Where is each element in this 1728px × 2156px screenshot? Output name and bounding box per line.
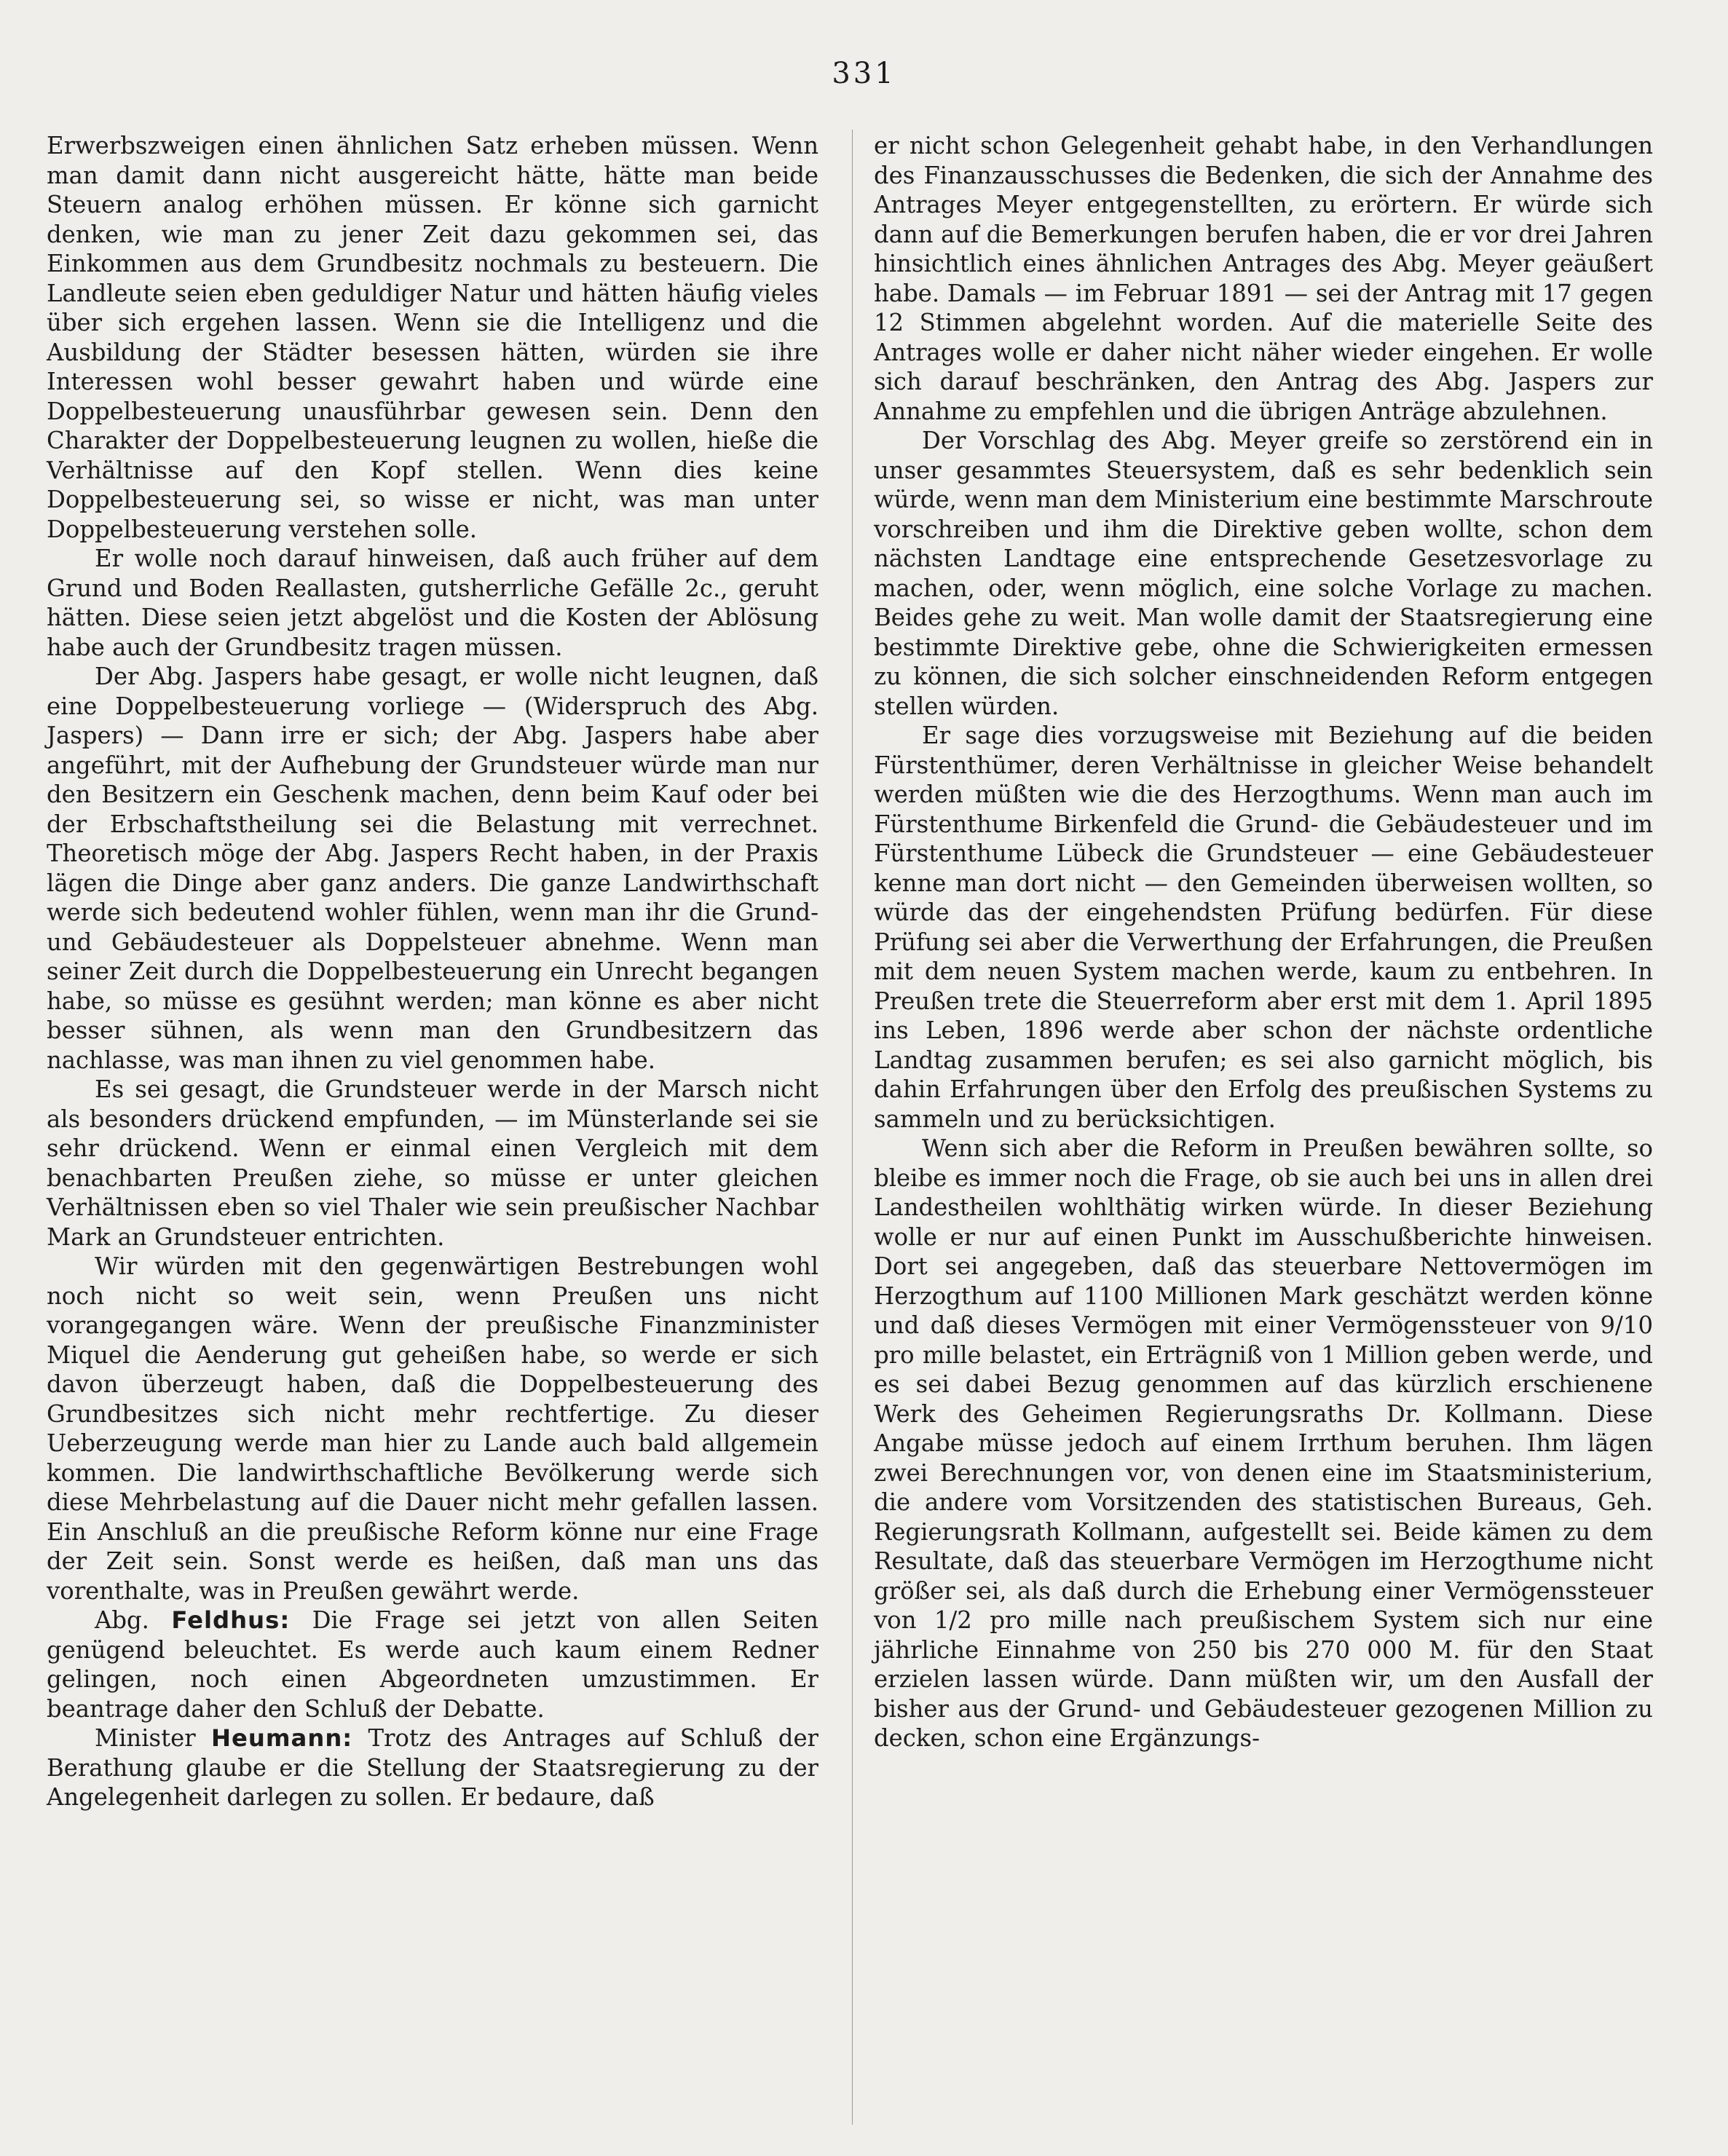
right-column xyxy=(874,131,1653,1753)
paragraph: er nicht schon Gelegenheit gehabt habe, in den Verhandlungen des Finanzausschusses die Bedenken, die sich der Annahme des Antrages Meyer entgegenstellten, zu erörtern. Er würde sich dann auf die Bemerkungen berufen haben, die er vor drei Jahren hinsichtlich eines ähnlichen Antrages des Abg. Meyer geäußert habe. Damals — im Februar 1891 — sei der Antrag mit 17 gegen 12 Stimmen abgelehnt worden. Auf die materielle Seite des Antrages wolle er daher nicht näher wieder eingehen. Er wolle sich darauf beschränken, den Antrag des Abg. Jaspers zur Annahme zu empfehlen und die übrigen Anträge abzulehnen. xyxy=(874,132,1653,425)
speaker-prefix: Minister xyxy=(95,1724,211,1752)
speaker-name: Heumann: xyxy=(210,1724,353,1752)
paragraph: Erwerbszweigen einen ähnlichen Satz erheben müssen. Wenn man damit dann nicht ausgereicht hätte, hätte man beide Steuern analog erhöhen müssen. Er könne sich garnicht denken, wie man zu jener Zeit dazu gekommen sei, das Einkommen aus dem Grundbesitz nochmals zu besteuern. Die Landleute seien eben geduldiger Natur und hätten häufig vieles über sich ergehen lassen. Wenn sie die Intelligenz und die Ausbildung der Städter besessen hätten, würden sie ihre Interessen wohl besser gewahrt haben und würde eine Doppelbesteuerung unausführbar gewesen sein. Denn den Charakter der Doppelbesteuerung leugnen zu wollen, hieße die Verhältnisse auf den Kopf stellen. Wenn dies keine Doppelbesteuerung sei, so wisse er nicht, was man unter Doppelbesteuerung verstehen solle. xyxy=(47,132,818,543)
paragraph: Es sei gesagt, die Grundsteuer werde in der Marsch nicht als besonders drückend empfunden, — im Münsterlande sei sie sehr drückend. Wenn er einmal einen Vergleich mit dem benachbarten Preußen ziehe, so müsse er unter gleichen Verhältnissen eben so viel Thaler wie sein preußischer Nachbar Mark an Grundsteuer entrichten. xyxy=(47,1075,818,1251)
paragraph: Er sage dies vorzugsweise mit Beziehung auf die beiden Fürstenthümer, deren Verhältnisse in gleicher Weise behandelt werden müßten wie die des Herzogthums. Wenn man auch im Fürstenthume Birkenfeld die Grund- die Gebäudesteuer und im Fürstenthume Lübeck die Grundsteuer — eine Gebäudesteuer kenne man dort nicht — den Gemeinden überweisen wollten, so würde das der eingehendsten Prüfung bedürfen. Für diese Prüfung sei aber die Verwerthung der Erfahrungen, die Preußen mit dem neuen System machen werde, kaum zu entbehren. In Preußen trete die Steuerreform aber erst mit dem 1. April 1895 ins Leben, 1896 werde aber schon der nächste ordentliche Landtag zusammen berufen; es sei also garnicht möglich, bis dahin Erfahrungen über den Erfolg des preußischen Systems zu sammeln und zu berücksichtigen. xyxy=(874,722,1653,1133)
paragraph: Wenn sich aber die Reform in Preußen bewähren sollte, so bleibe es immer noch die Frage, ob sie auch bei uns in allen drei Landestheilen wohlthätig wirken würde. In dieser Beziehung wolle er nur auf einen Punkt im Ausschußberichte hinweisen. Dort sei angegeben, daß das steuerbare Nettovermögen im Herzogthum auf 1100 Millionen Mark geschätzt werden könne und daß dieses Vermögen mit einer Vermögenssteuer von 9/10 pro mille belastet, ein Erträgniß von 1 Million geben werde, und es sei dabei Bezug genommen auf das kürzlich erschienene Werk des Geheimen Regierungsraths Dr. Kollmann. Diese Angabe müsse jedoch auf einem Irrthum beruhen. Ihm lägen zwei Berechnungen vor, von denen eine im Staatsministerium, die andere vom Vorsitzenden des statistischen Bureaus, Geh. Regierungsrath Kollmann, aufgestellt sei. Beide kämen zu dem Resultate, daß das steuerbare Vermögen im Herzogthume nicht größer sei, als daß durch die Erhebung einer Vermögenssteuer von 1/2 pro mille nach preußischem System sich nur eine jährliche Einnahme von 250 bis 270 000 M. für den Staat erzielen lassen würde. Dann müßten wir, um den Ausfall der bisher aus der Grund- und Gebäudesteuer gezogenen Million zu decken, schon eine Ergänzungs- xyxy=(874,1134,1653,1752)
left-column xyxy=(47,131,818,1812)
speaker-prefix: Abg. xyxy=(95,1606,172,1634)
speaker-paragraph xyxy=(47,1606,818,1723)
paragraph: Der Vorschlag des Abg. Meyer greife so zerstörend ein in unser gesammtes Steuersystem, daß es sehr bedenklich sein würde, wenn man dem Ministerium eine bestimmte Marschroute vorschreiben und ihm die Direktive geben wollte, schon dem nächsten Landtage eine entsprechende Gesetzesvorlage zu machen, oder, wenn möglich, eine solche Vorlage zu machen. Beides gehe zu weit. Man wolle damit der Staatsregierung eine bestimmte Direktive gebe, ohne die Schwierigkeiten ermessen zu können, die sich solcher einschneidenden Reform entgegen stellen würden. xyxy=(874,427,1653,720)
paragraph: Er wolle noch darauf hinweisen, daß auch früher auf dem Grund und Boden Reallasten, gutsherrliche Gefälle 2c., geruht hätten. Diese seien jetzt abgelöst und die Kosten der Ablösung habe auch der Grundbesitz tragen müssen. xyxy=(47,545,818,661)
speech-text: Trotz des Antrages auf Schluß der Berathung glaube er die Stellung der Staatsregierung zu der Angelegenheit darlegen zu sollen. Er bedaure, daß xyxy=(47,1724,818,1811)
column-divider xyxy=(852,130,853,2125)
paragraph: Wir würden mit den gegenwärtigen Bestrebungen wohl noch nicht so weit sein, wenn Preußen uns nicht vorangegangen wäre. Wenn der preußische Finanzminister Miquel die Aenderung gut geheißen habe, so werde er sich davon überzeugt haben, daß die Doppelbesteuerung des Grundbesitzes sich nicht mehr rechtfertige. Zu dieser Ueberzeugung werde man hier zu Lande auch bald allgemein kommen. Die landwirthschaftliche Bevölkerung werde sich diese Mehrbelastung auf die Dauer nicht mehr gefallen lassen. Ein Anschluß an die preußische Reform könne nur eine Frage der Zeit sein. Sonst werde es heißen, daß man uns das vorenthalte, was in Preußen gewährt werde. xyxy=(47,1252,818,1605)
speaker-name: Feldhus: xyxy=(171,1606,291,1634)
paragraph: Der Abg. Jaspers habe gesagt, er wolle nicht leugnen, daß eine Doppelbesteuerung vorliege — (Widerspruch des Abg. Jaspers) — Dann irre er sich; der Abg. Jaspers habe aber angeführt, mit der Aufhebung der Grundsteuer würde man nur den Besitzern ein Geschenk machen, denn beim Kauf oder bei der Erbschaftstheilung sei die Belastung mit verrechnet. Theoretisch möge der Abg. Jaspers Recht haben, in der Praxis lägen die Dinge aber ganz anders. Die ganze Landwirthschaft werde sich bedeutend wohler fühlen, wenn man ihr die Grund- und Gebäudesteuer als Doppelsteuer abnehme. Wenn man seiner Zeit durch die Doppelbesteuerung ein Unrecht begangen habe, so müsse es gesühnt werden; man könne es aber nicht besser sühnen, als wenn man den Grundbesitzern das nachlasse, was man ihnen zu viel genommen habe. xyxy=(47,663,818,1074)
speaker-paragraph xyxy=(47,1723,818,1812)
speech-text: Die Frage sei jetzt von allen Seiten genügend beleuchtet. Es werde auch kaum einem Redner gelingen, noch einen Abgeordneten umzustimmen. Er beantrage daher den Schluß der Debatte. xyxy=(47,1606,818,1723)
page-number: 331 xyxy=(832,57,896,90)
